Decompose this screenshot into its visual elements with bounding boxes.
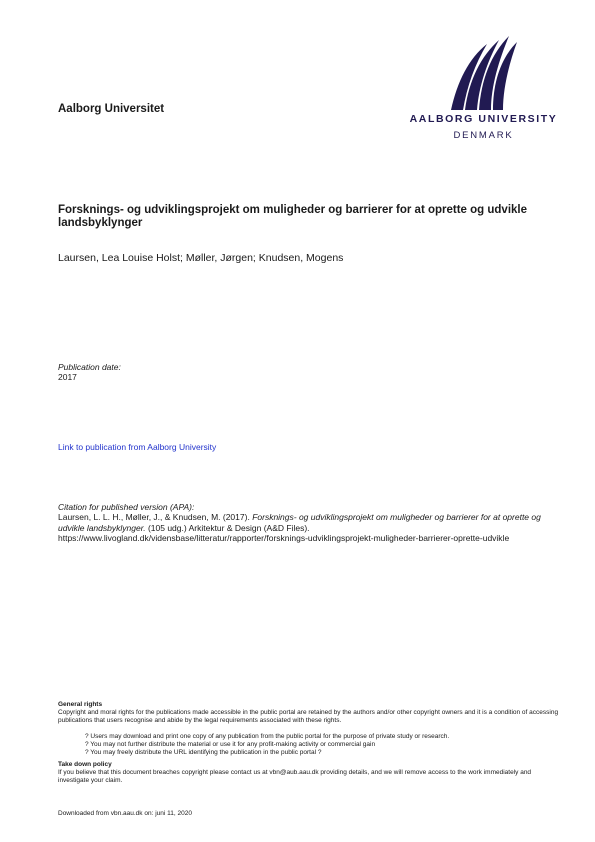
document-title: Forsknings- og udviklingsprojekt om muligheder og barrierer for at oprette og udvikle landsbyklynger bbox=[58, 204, 528, 229]
institution-name: Aalborg Universitet bbox=[58, 103, 165, 115]
citation-label: Citation for published version (APA): bbox=[58, 502, 195, 512]
list-item: ? You may not further distribute the material or use it for any profit-making activity or commercial gain bbox=[85, 741, 376, 748]
publication-date-label: Publication date: bbox=[58, 362, 121, 372]
university-logo bbox=[405, 34, 565, 144]
logo-country: DENMARK bbox=[453, 130, 514, 141]
citation-text bbox=[58, 512, 563, 544]
logo-wordmark: AALBORG UNIVERSITY bbox=[409, 113, 558, 125]
authors: Laursen, Lea Louise Holst; Møller, Jørgen; Knudsen, Mogens bbox=[58, 252, 344, 264]
general-rights-heading: General rights bbox=[58, 701, 103, 708]
publication-date: 2017 bbox=[58, 372, 77, 382]
general-rights-text: Copyright and moral rights for the publications made accessible in the public portal are retained by the authors and/or other copyright owners and it is a condition of accessing publications that users recognise and abide by the legal requirements associated with these rights. bbox=[58, 709, 559, 724]
takedown-text: If you believe that this document breaches copyright please contact us at vbn@aub.aau.dk providing details, and we will remove access to the work immediately and investigate your claim. bbox=[58, 769, 532, 784]
list-item: ? Users may download and print one copy of any publication from the public portal for the purpose of private study or research. bbox=[85, 733, 450, 740]
rights-list bbox=[85, 733, 449, 757]
takedown-heading: Take down policy bbox=[58, 761, 112, 768]
citation-authors-year: Laursen, L. L. H., Møller, J., & Knudsen, M. (2017). bbox=[58, 512, 250, 522]
citation-rest: (105 udg.) Arkitektur & Design (A&D Files). bbox=[147, 522, 310, 533]
logo-wave-icon bbox=[449, 34, 519, 110]
list-item: ? You may freely distribute the URL identifying the publication in the public portal ? bbox=[85, 749, 322, 756]
publication-link[interactable]: Link to publication from Aalborg University bbox=[58, 442, 217, 452]
citation-url[interactable]: https://www.livogland.dk/vidensbase/litteratur/rapporter/forsknings-udviklingsprojekt-muligheder-barrierer-oprette-udvikle bbox=[58, 533, 510, 543]
download-footer: Downloaded from vbn.aau.dk on: juni 11, 2020 bbox=[58, 810, 192, 817]
citation-title: Forsknings- og udviklingsprojekt om muligheder og barrierer for at oprette og udvikle landsbyklynger. bbox=[58, 512, 541, 533]
